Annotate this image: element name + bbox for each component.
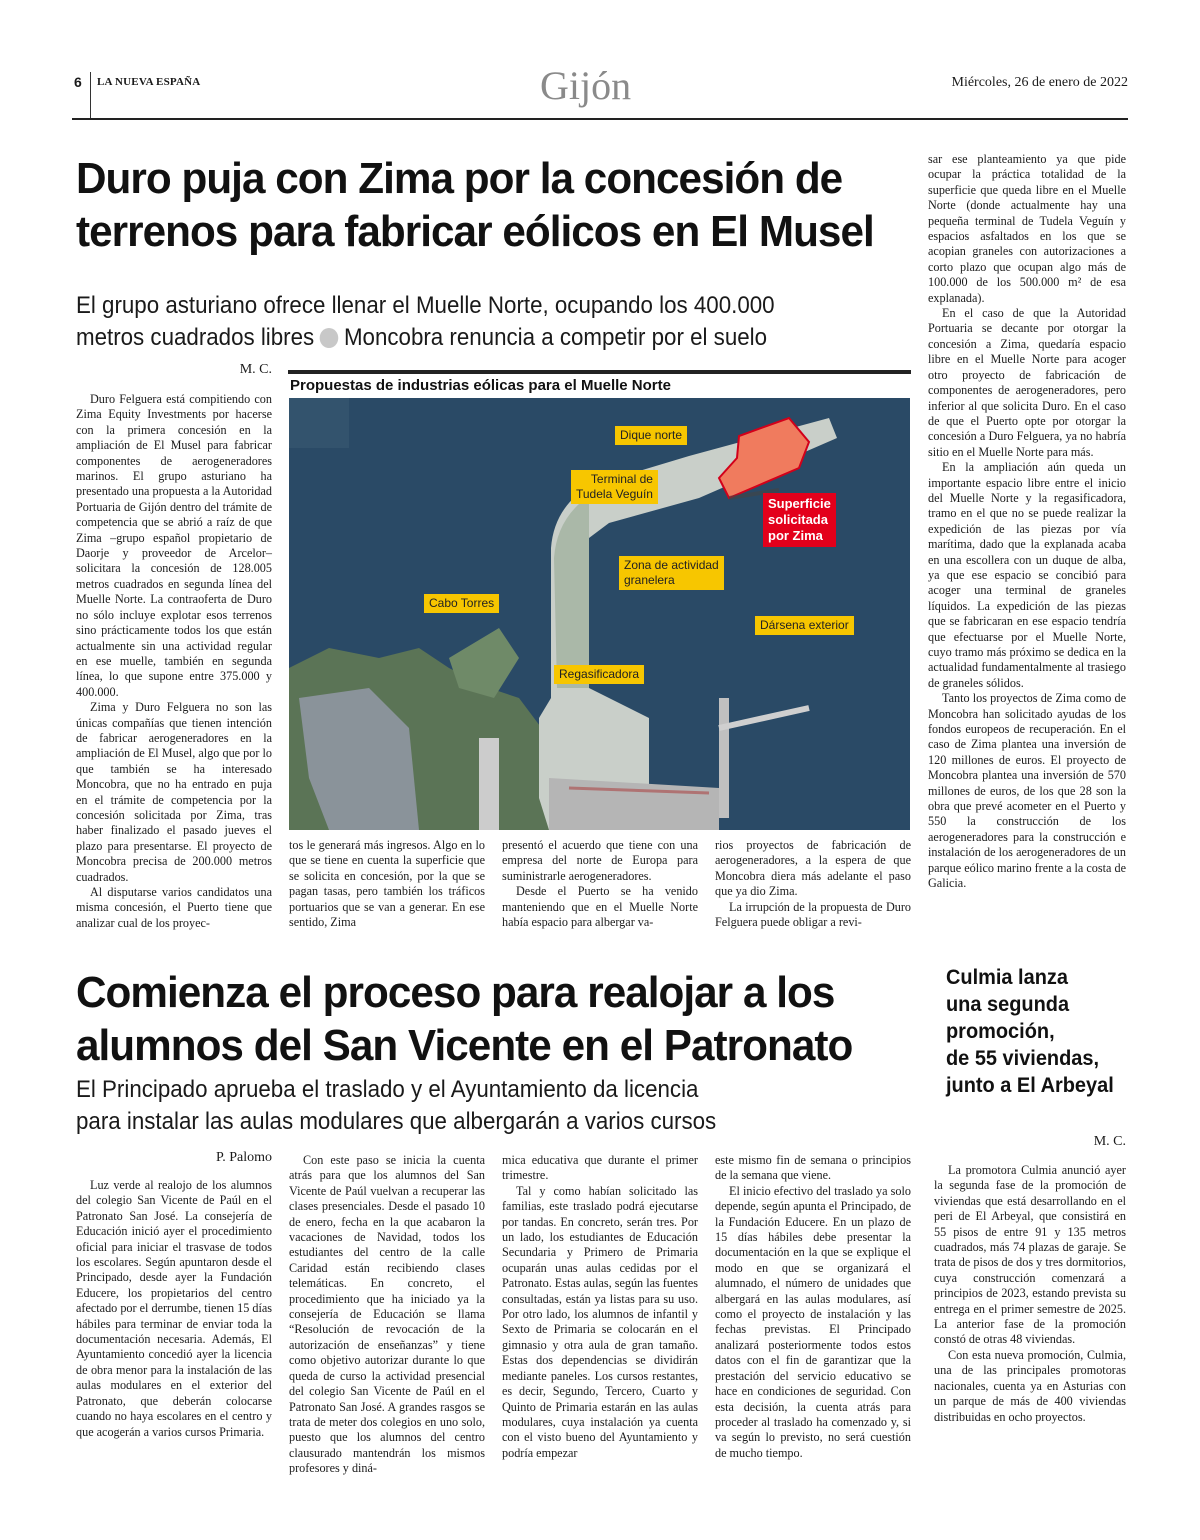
map-label-zona-granelera: Zona de actividad granelera <box>619 556 724 590</box>
article-column: este mismo fin de semana o principios de la semana que viene. El inicio efectivo del traslado ya solo depende, según apunta el Principado, de la Fundación Educere. En un plazo de 15 días hábiles debe presentar la documentación en la que se explique el modo en que se organizará el alumnado, el número de unidades que albergará en las aulas modulares, así como el proyecto de instalación y las fechas previstas. El Principado analizará posteriormente todos estos datos con el fin de garantizar que la prestación del servicio educativo se hace en condiciones de seguridad. Con esta decisión, la cuenta atrás para proceder al traslado ha comenzado y, si va según lo previsto, no será cuestión de mucho tiempo. <box>715 1153 911 1460</box>
masthead-divider <box>90 72 91 118</box>
article-column: mica educativa que durante el primer trimestre. Tal y como habían solicitado las familias, este traslado podrá ejecutarse por tandas. En concreto, serán tres. Por un lado, los estudiantes de Educación Secundaria y Primero de Primaria ocuparán unas aulas cedidas por el Patronato. Estas aulas, según las fuentes consultadas, están ya listas para su uso. Por otro lado, los alumnos de infantil y Sexto de Primaria se colocarán en el gimnasio y otra aula de gran tamaño. Estas dos dependencias se dividirán mediante paneles. Los cursos restantes, es decir, Segundo, Tercero, Cuarto y Quinto de Primaria estarán en las aulas modulares, cuya instalación ya cuenta con el visto bueno del Ayuntamiento y podría empezar <box>502 1153 698 1460</box>
map-label-terminal: Terminal de Tudela Veguín <box>571 470 658 504</box>
figure-title: Propuestas de industrias eólicas para el Muelle Norte <box>290 377 671 394</box>
dateline: Miércoles, 26 de enero de 2022 <box>951 75 1128 90</box>
brief-headline <box>946 964 1114 1099</box>
article-column: Con este paso se inicia la cuenta atrás para que los alumnos del San Vicente de Paúl vuelvan a recuperar las clases presenciales. Desde el pasado 10 de enero, fecha en la que acabaron la vacaciones de Navidad, todos los estudiantes del centro de la calle Caridad están recibiendo clases telemáticas. En concreto, el procedimiento que ha iniciado ya la consejería de Educación se llama “Resolución de revocación de la autorización de enseñanzas” y tiene como objetivo autorizar durante lo que queda de curso la actividad presencial del colegio San Vicente de Paúl en el Patronato San José. A grandes rasgos se trata de meter dos colegios en uno solo, puesto que los alumnos del centro clausurado mantendrán los mismos profesores y diná- <box>289 1153 485 1476</box>
article-subheadline <box>76 1074 716 1138</box>
page-number: 6 <box>74 74 82 90</box>
byline: M. C. <box>239 362 272 377</box>
map-label-regasificadora: Regasificadora <box>554 665 644 684</box>
article-column: sar ese planteamiento ya que pide ocupar la práctica totalidad de la superficie que queda libre en el Muelle Norte (donde actualmente hay una pequeña terminal de Tudela Veguín y espacios asfaltados en los que se acopian graneles con autorizaciones a corto plazo que ocupan algo más de 100.000 de los 500.000 m² de esa explanada). En el caso de que la Autoridad Portuaria se decante por otorgar la concesión a Zima, quedaría espacio libre en el Muelle Norte para acoger otro proyecto de fabricación de componentes de aerogeneradores, pero inferior al que solicita Duro. En el caso de que el Puerto opte por otorgar la concesión a Duro Felguera, ya no habría sitio en el Muelle Norte para más. En la ampliación aún queda un importante espacio libre entre el inicio del Muelle Norte y la regasificadora, tramo en el que no se puede realizar la expedición de las piezas por vía marítima, dado que la explanada acaba en una escollera con un duque de alba, ya que ese espacio se concibió para acoger una terminal de graneles líquidos. La expedición de las piezas que se fabricaran en ese espacio tendría que efectuarse por el Muelle Norte, cuyo tramo más próximo se dedica en la actualidad fundamentalmente al trasiego de graneles sólidos. Tanto los proyectos de Zima como de Moncobra han solicitado ayudas de los fondos europeos de recuperación. En el caso de Zima plantea una inversión de 120 millones de euros. El proyecto de Moncobra plantea una inversión de 570 millones de euros, de los que 28 son la obra que prevé acometer en el Puerto y 550 la construcción de los aerogeneradores para la construcción e instalación de los aerogeneradores de un parque eólico marino frente a la costa de Galicia. <box>928 152 1126 891</box>
bullet-dot-icon <box>320 328 339 348</box>
masthead-rule <box>72 118 1128 120</box>
headline-line: junto a El Arbeyal <box>946 1074 1114 1097</box>
article-column: Luz verde al realojo de los alumnos del colegio San Vicente de Paúl en el Patronato San José. La consejería de Educación inició ayer el procedimiento oficial para iniciar el trasvase de todos los escolares. Según apuntaron desde el Principado, desde ayer la Fundación Educere, los propietarios del centro afectado por el derrumbe, tienen 15 días hábiles para terminar de enviar toda la documentación necesaria. Además, El Ayuntamiento concedió ayer la licencia de obra menor para la instalación de las aulas modulares en el exterior del Patronato, que deberán colocarse cuando no haya escolares en el centro y que acogerán a varios cursos Primaria. <box>76 1178 272 1439</box>
subhead-line: metros cuadrados libres Moncobra renuncia a competir por el suelo <box>76 324 768 351</box>
article-column: rios proyectos de fabricación de aerogeneradores, a la espera de que Moncobra diera más adelante el paso que ya dio Zima. La irrupción de la propuesta de Duro Felguera puede obligar a revi- <box>715 838 911 930</box>
byline: M. C. <box>1093 1134 1126 1149</box>
headline-line: una segunda <box>946 993 1070 1016</box>
byline: P. Palomo <box>215 1150 272 1165</box>
headline-line: Culmia lanza <box>946 966 1068 989</box>
newspaper-name: LA NUEVA ESPAÑA <box>97 76 201 88</box>
port-aerial-image <box>289 398 910 830</box>
map-label-darsena-exterior: Dársena exterior <box>755 616 854 635</box>
headline-line: Duro puja con Zima por la concesión de <box>76 154 843 203</box>
subhead-line: El Principado aprueba el traslado y el Ayuntamiento da licencia <box>76 1076 699 1103</box>
article-headline <box>76 152 874 258</box>
section-title: Gijón <box>540 63 632 108</box>
article-column: La promotora Culmia anunció ayer la segunda fase de la promoción de viviendas que está desarrollando en el peri de El Arbeyal, que consistirá en 55 pisos de entre 91 y 135 metros cuadrados, más 74 plazas de garaje. Se trata de pisos de dos y tres dormitorios, cuya construcción comenzará a principios de 2023, estando prevista su entrega en el primer semestre de 2025. La anterior fase de la promoción constó de otras 48 viviendas. Con esta nueva promoción, Culmia, una de las principales promotoras nacionales, cuenta ya en Asturias con un parque de más de 400 viviendas distribuidas en ocho proyectos. <box>934 1163 1126 1424</box>
figure-rule <box>288 370 911 374</box>
headline-line: de 55 viviendas, <box>946 1047 1100 1070</box>
article-column: Duro Felguera está compitiendo con Zima Equity Investments por hacerse con la primera concesión en la ampliación de El Musel para fabricar componentes de aerogeneradores marinos. El grupo asturiano ha presentado una propuesta a la Autoridad Portuaria de Gijón dentro del trámite de competencia que se abrió a raíz de que Zima –grupo español propietario de Daorje y proveedor de Arcelor– solicitara la concesión de 128.005 metros cuadrados en segunda línea del Muelle Norte. La contraoferta de Duro no sólo incluye explotar esos terrenos sino prácticamente todos los que están actualmente sin una actividad regular en ese muelle, también en segunda línea, lo que supone entre 375.000 y 400.000. Zima y Duro Felguera no son las únicas compañías que tienen intención de fabricar aerogeneradores en la ampliación de El Musel, algo que por lo que también se ha interesado Moncobra, que no ha entrado en puja en el trámite de competencia por la concesión solicitada por Zima, tras haber finalizado el pasado jueves el plazo para presentarse. El proyecto de Moncobra precisa de 200.000 metros cuadrados. Al disputarse varios candidatos una misma concesión, el Puerto tiene que analizar cual de los proyec- <box>76 392 272 930</box>
headline-line: Comienza el proceso para realojar a los <box>76 968 835 1017</box>
map-label-superficie-zima: Superficie solicitada por Zima <box>763 493 836 547</box>
headline-line: alumnos del San Vicente en el Patronato <box>76 1021 853 1070</box>
article-column: tos le generará más ingresos. Algo en lo que se tiene en cuenta la superficie que se solicita en concesión, por la que se pagan tasas, pero también los tráficos portuarios que se van a generar. En ese sentido, Zima <box>289 838 485 930</box>
article-subheadline <box>76 290 775 354</box>
satellite-map <box>289 398 910 830</box>
subhead-line: El grupo asturiano ofrece llenar el Muelle Norte, ocupando los 400.000 <box>76 292 775 319</box>
subhead-line: para instalar las aulas modulares que albergarán a varios cursos <box>76 1108 717 1135</box>
article-column: presentó el acuerdo que tiene con una empresa del norte de Europa para suministrarle aerogeneradores. Desde el Puerto se ha venido manteniendo que en el Muelle Norte había espacio para albergar va- <box>502 838 698 930</box>
headline-line: promoción, <box>946 1020 1055 1043</box>
map-label-dique-norte: Dique norte <box>615 426 687 445</box>
article-headline <box>76 966 852 1072</box>
map-label-cabo-torres: Cabo Torres <box>424 594 499 613</box>
headline-line: terrenos para fabricar eólicos en El Musel <box>76 207 874 256</box>
